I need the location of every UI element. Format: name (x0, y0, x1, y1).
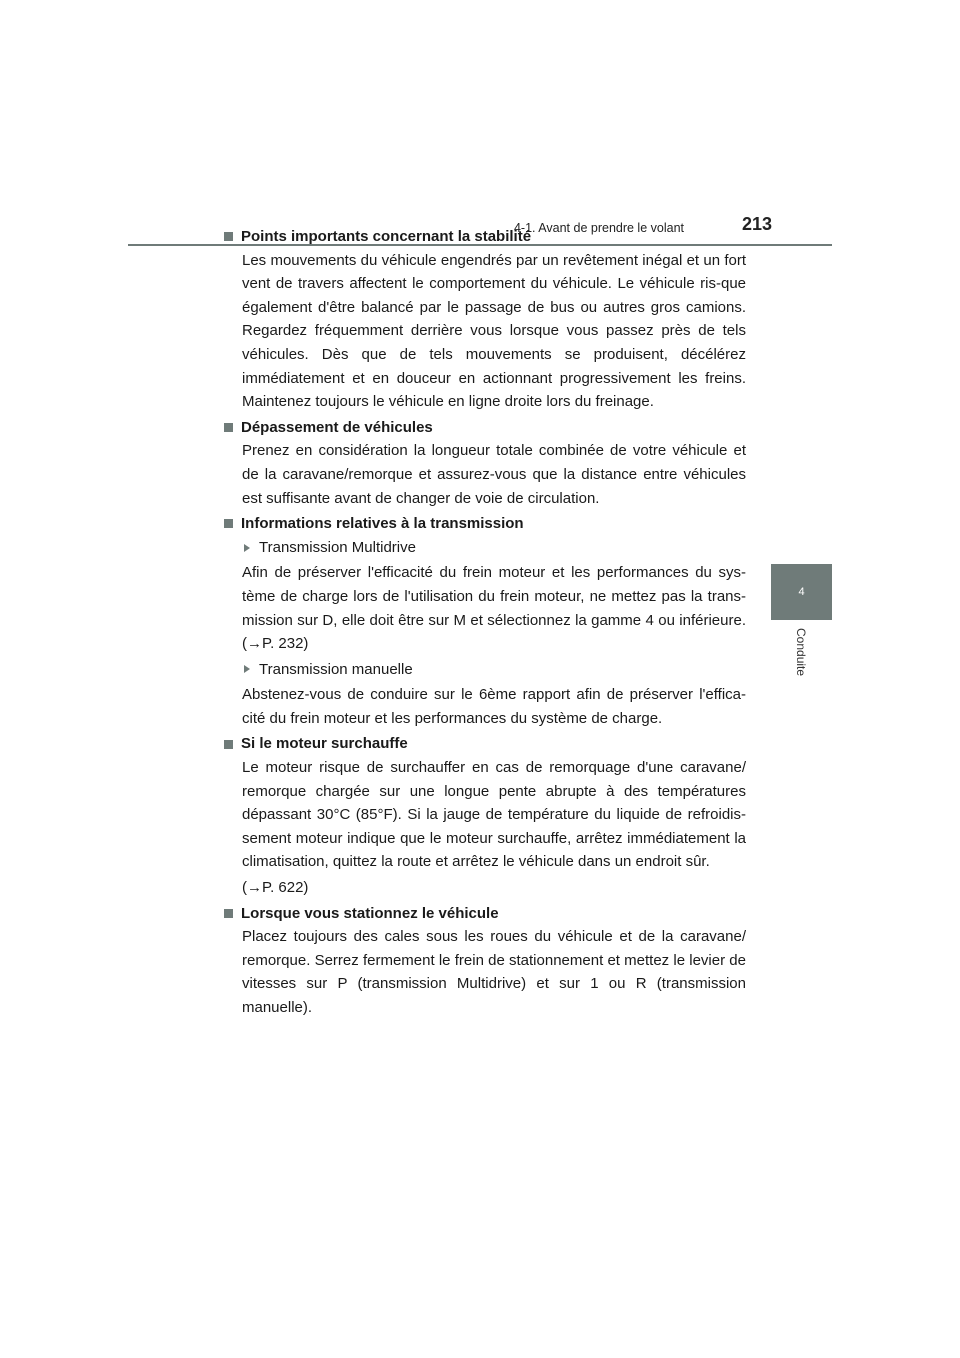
subsection-title: Transmission Multidrive (259, 538, 416, 556)
paragraph: Placez toujours des cales sous les roues du véhicule et de la caravane/ remorque. Serrez fermement le frein de stationnement et mettez le levier de vitesses sur P (transmission Multidrive) et sur 1 ou R (transmission manuelle). (242, 928, 746, 1016)
page-content (224, 225, 746, 1022)
section-title-text: Informations relatives à la transmission (241, 515, 524, 533)
square-bullet-icon (224, 232, 233, 241)
subsection-title: Transmission manuelle (259, 660, 413, 678)
triangle-bullet-icon (244, 544, 250, 552)
subsection-manual (242, 658, 746, 682)
triangle-bullet-icon (244, 665, 250, 673)
section-title (224, 416, 746, 440)
square-bullet-icon (224, 519, 233, 528)
section-title-text: Points importants concernant la stabilité (241, 228, 532, 245)
section-title (224, 225, 746, 249)
paragraph: Le moteur risque de surchauffer en cas de remorquage d'une caravane/ remorque chargée sur une longue pente abrupte à des températures dépassant 30°C (85°F). Si la jauge de température du liquide de refroidis-sement moteur indique que le moteur surchauffe, arrêtez immédiatement la climatisation, quittez la route et arrêtez le véhicule dans un endroit sûr. (242, 759, 746, 871)
square-bullet-icon (224, 740, 233, 749)
chapter-label: Conduite (794, 628, 808, 677)
page-reference: (→P. 622) (242, 879, 309, 897)
section-title (224, 902, 746, 926)
square-bullet-icon (224, 423, 233, 432)
section-title-text: Dépassement de véhicules (241, 418, 433, 436)
section-stability (224, 225, 746, 414)
header-section-title: 4-1. Avant de prendre le volant (513, 221, 684, 235)
section-overheating (224, 732, 746, 899)
page-number: 213 (742, 214, 773, 234)
subsection-multidrive (242, 536, 746, 560)
section-title (224, 512, 746, 536)
section-title (224, 732, 746, 756)
paragraph: Afin de préserver l'efficacité du frein moteur et les performances du sys-tème de charge lors de l'utilisation du frein moteur, ne mettez pas la trans-mission sur D, elle doit être sur M et sélectionnez la gamme 4 ou inférieure. (→P. 232) (242, 564, 746, 653)
section-overtaking (224, 416, 746, 510)
section-title-text: Si le moteur surchauffe (241, 735, 408, 753)
square-bullet-icon (224, 909, 233, 918)
chapter-tab[interactable] (771, 564, 832, 620)
paragraph: Prenez en considération la longueur totale combinée de votre véhicule et de la caravane/remorque et assurez-vous que la distance entre véhicules est suffisante avant de changer de voie de circulation. (242, 442, 746, 507)
section-title-text: Lorsque vous stationnez le véhicule (241, 904, 499, 922)
chapter-number: 4 (798, 586, 805, 598)
paragraph: Les mouvements du véhicule engendrés par un revêtement inégal et un fort vent de travers affectent le comportement du véhicule. Le véhicule ris-que également d'être balancé par le passage de bus ou autres gros camions. Regardez fréquemment derrière vous lorsque vous passez près de tels véhicules. Dès que de tels mouvements se produisent, décélérez immédiatement et en douceur en actionnant progressivement les freins. Maintenez toujours le véhicule en ligne droite lors du freinage. (242, 251, 746, 411)
section-transmission (224, 512, 746, 730)
paragraph: Abstenez-vous de conduire sur le 6ème rapport afin de préserver l'effica-cité du frein moteur et les performances du système de charge. (242, 686, 746, 727)
section-parking (224, 902, 746, 1020)
